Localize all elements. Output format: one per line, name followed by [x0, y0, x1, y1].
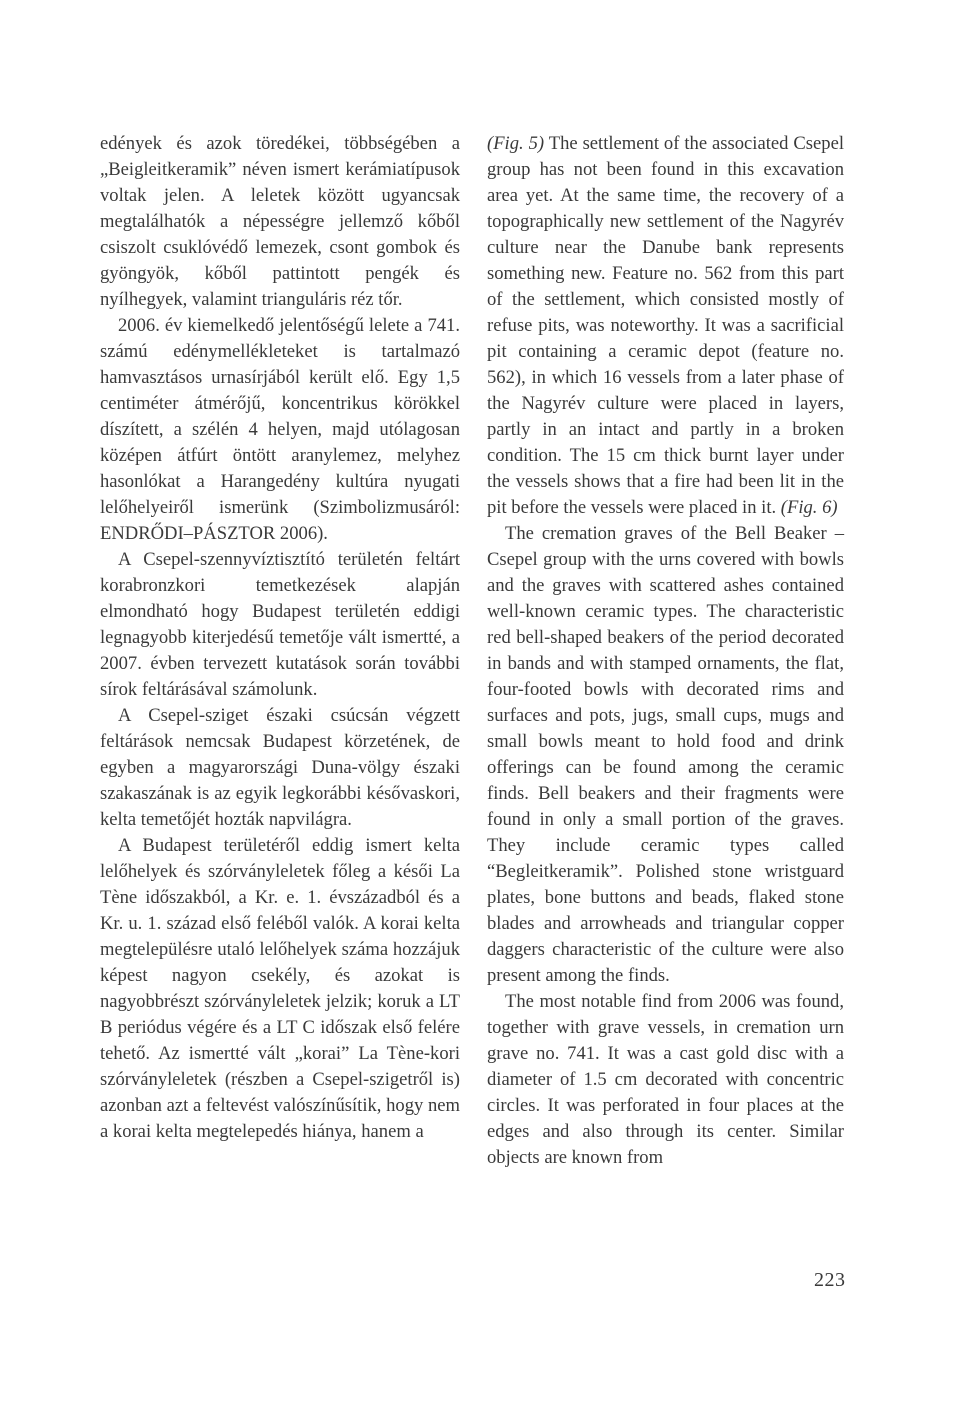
paragraph: A Budapest területéről eddig ismert kelta lelőhelyek és szórványleletek főleg a késői La Tène időszakból, a Kr. e. 1. évszázadból és a Kr. u. 1. század első feléből valók. A korai kelta megtelepülésre utaló lelőhelyek száma hozzájuk képest nagyon csekély, és azokat is nagyobbrészt szórványleletek jelzik; koruk a LT B periódus végére és a LT C időszak első felére tehető. Az ismertté vált „korai” La Tène-kori szórványleletek (részben a Csepel-szigetről is) azonban azt a feltevést valószínűsítik, hogy nem a korai kelta megtelepedés hiánya, hanem a — [100, 835, 460, 1142]
paragraph: edények és azok töredékei, többségében a „Beigleitkeramik” néven ismert kerámiatípusok voltak jelen. A leletek között ugyancsak megtalálhatók a népességre jellemző kőből csiszolt csuklóvédő lemezek, csont gombok és gyöngyök, kőből pattintott pengék és nyílhegyek, valamint trianguláris réz tőr. — [100, 133, 460, 310]
paragraph: 2006. év kiemelkedő jelentőségű lelete a 741. számú edénymellékleteket is tartalmazó hamvasztásos urnasírjából került elő. Egy 1,5 centiméter átmérőjű, koncentrikus körökkel díszített, a szélén 4 helyen, majd utólagosan középen átfúrt öntött aranylemez, melyhez hasonlókat a Harangedény kultúra nyugati lelőhelyeiről ismerünk (Szimbolizmusáról: ENDRŐDI–PÁSZTOR 2006). — [100, 315, 460, 544]
figure-reference: (Fig. 5) — [487, 133, 545, 154]
paragraph: The most notable find from 2006 was found, together with grave vessels, in cremation urn grave no. 741. It was a cast gold disc with a diameter of 1.5 cm decorated with concentric circles. It was perforated in four places at the edges and also through its center. Similar objects are known from — [487, 991, 844, 1168]
figure-reference: (Fig. 6) — [780, 497, 838, 518]
paragraph: A Csepel-sziget északi csúcsán végzett feltárások nemcsak Budapest körzetének, de egyben a magyarországi Duna-völgy északi szakaszának is az egyik legkorábbi késővaskori, kelta temetőjét hozták napvilágra. — [100, 705, 460, 830]
paragraph: The cremation graves of the Bell Beaker – Csepel group with the urns covered with bowls and the graves with scattered ashes contained well-known ceramic types. The characteristic red bell-shaped beakers of the period decorated in bands and with stamped ornaments, the flat, four-footed bowls with decorated rims and surfaces and pots, jugs, small cups, mugs and small bowls meant to hold food and drink offerings can be found among the ceramic finds. Bell beakers and their fragments were found in only a small portion of the graves. They include ceramic types called “Begleitkeramik”. Polished stone wristguard plates, bone buttons and beads, flaked stone blades and arrowheads and triangular copper daggers characteristic of the culture were also present among the finds. — [487, 523, 844, 986]
paragraph — [487, 131, 844, 521]
page-number: 223 — [814, 1269, 846, 1291]
right-column-english — [487, 131, 844, 1171]
left-column-hungarian — [100, 131, 460, 1145]
paragraph: A Csepel-szennyvíztisztító területén feltárt korabronzkori temetkezések alapján elmondható hogy Budapest területén eddigi legnagyobb kiterjedésű temetője vált ismertté, a 2007. évben tervezett kutatások során további sírok feltárásával számolunk. — [100, 549, 460, 700]
paragraph-text: The settlement of the associated Csepel group has not been found in this excavation area yet. At the same time, the recovery of a topographically new settlement of the Nagyrév culture near the Danube bank represents something new. Feature no. 562 from this part of the settlement, which consisted mostly of refuse pits, was noteworthy. It was a sacrificial pit containing a ceramic depot (feature no. 562), in which 16 vessels from a later phase of the Nagyrév culture were placed in layers, partly in an intact and partly in a broken condition. The 15 cm thick burnt layer under the vessels shows that a fire had been lit in the pit before the vessels were placed in it. — [487, 133, 844, 518]
